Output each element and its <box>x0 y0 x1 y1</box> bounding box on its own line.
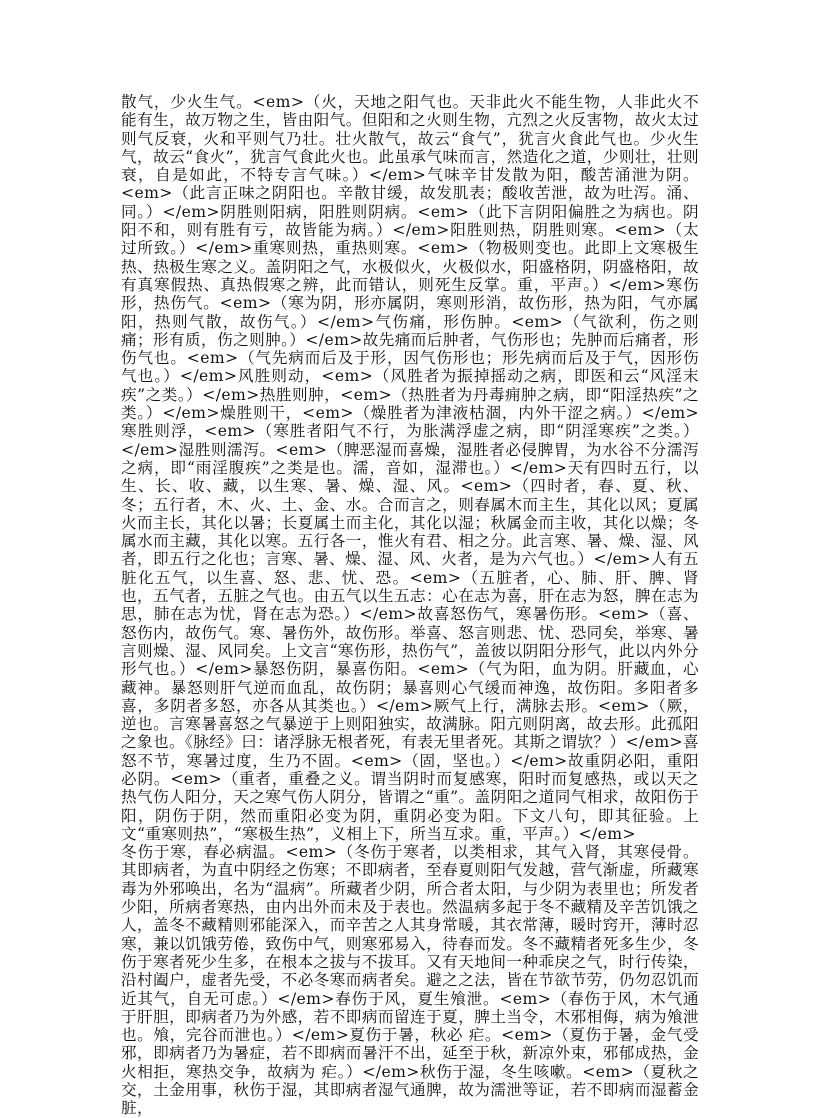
body-paragraph-2: 冬伤于寒，春必病温。<em>（冬伤于寒者，以类相求，其气入肾，其寒侵骨。其即病者，为直中阴经之伤寒；不即病者，至春夏则阳气发越，营气渐虚，所藏寒毒为外邪唤出，名为“温病”。所藏者少阴，所合者太阳，与少阴为表里也；所发者少阳，所病者寒热，由内出外而未及于表也。然温病多起于冬不藏精及辛苦饥饿之人，盖冬不藏精则邪能深入，而辛苦之人其身常暖，其衣常薄，暖时窍开，薄时忍寒，兼以饥饿劳倦，致伤中气，则寒邪易入，待春而发。冬不藏精者死多生少，冬伤于寒者死少生多，在根本之拔与不拔耳。又有天地间一种乖戾之气，时行传染，沿村阖户，虚者先受，不必冬寒而病者矣。避之之法，皆在节欲节劳，仍勿忍饥而近其气，自无可虑。）</em>春伤于风，夏生飧泄。<em>（春伤于风，木气通于肝胆，即病者乃为外感，若不即病而留连于夏，脾土当令，木邪相侮，病为飧泄也。飧，完谷而泄也。）</em>夏伤于暑，秋必 疟。<em>（夏伤于暑，金气受邪，即病者乃为暑症，若不即病而暑汗不出，延至于秋，新凉外束，邪郁成热，金火相拒，寒热交争，故病为 疟。）</em>秋伤于湿，冬生咳嗽。<em>（夏秋之交，土金用事，秋伤于湿，其即病者湿气通脾，故为濡泄等证，若不即病而湿蓄金脏， <box>121 843 699 1118</box>
document-page <box>121 93 699 1118</box>
body-paragraph-1: 散气，少火生气。<em>（火，天地之阳气也。天非此火不能生物，人非此火不能有生，故万物之生，皆由阳气。但阳和之火则生物，亢烈之火反害物，故火太过则气反衰，火和平则气乃壮。壮火散气，故云“食气”，犹言火食此气也。少火生气，故云“食火”，犹言气食此火也。此虽承气味而言，然造化之道，少则壮，壮则衰，自是如此，不特专言气味。）</em>气味辛甘发散为阳，酸苦涌泄为阴。<em>（此言正味之阴阳也。辛散甘缓，故发肌表；酸收苦泄，故为吐泻。涌、 同。）</em>阴胜则阳病，阳胜则阴病。<em>（此下言阴阳偏胜之为病也。阴阳不和，则有胜有亏，故皆能为病。）</em>阳胜则热，阴胜则寒。<em>（太过所致。）</em>重寒则热，重热则寒。<em>（物极则变也。此即上文寒极生热、热极生寒之义。盖阴阳之气，水极似火，火极似水，阳盛格阴，阴盛格阳，故有真寒假热、真热假寒之辨，此而错认，则死生反掌。重，平声。）</em>寒伤形，热伤气。<em>（寒为阴，形亦属阴，寒则形消，故伤形，热为阳，气亦属阳，热则气散，故伤气。）</em>气伤痛，形伤肿。<em>（气欲利，伤之则痛；形有质，伤之则肿。）</em>故先痛而后肿者，气伤形也；先肿而后痛者，形伤气也。<em>（气先病而后及于形，因气伤形也；形先病而后及于气，因形伤气也。）</em>风胜则动，<em>（风胜者为振掉摇动之病，即医和云“风淫末疾”之类。）</em>热胜则肿，<em>（热胜者为丹毒痈肿之病，即“阳淫热疾”之类。）</em>燥胜则干，<em>（燥胜者为津液枯涸，内外干涩之病。）</em>寒胜则浮，<em>（寒胜者阳气不行，为胀满浮虚之病，即“阴淫寒疾”之类。）</em>湿胜则濡泻。<em>（脾恶湿而喜燥，湿胜者必侵脾胃，为水谷不分濡泻之病，即“雨淫腹疾”之类是也。濡，音如，湿滞也。）</em>天有四时五行，以生、长、收、藏，以生寒、暑、燥、湿、风。<em>（四时者，春、夏、秋、冬；五行者，木、火、土、金、水。合而言之，则春属木而主生，其化以风；夏属火而主长，其化以暑；长夏属土而主化，其化以湿；秋属金而主收，其化以燥；冬属水而主藏，其化以寒。五行各一，惟火有君、相之分。此言寒、暑、燥、湿、风者，即五行之化也；言寒、暑、燥、湿、风、火者，是为六气也。）</em>人有五脏化五气，以生喜、怒、悲、忧、恐。<em>（五脏者，心、肺、肝、脾、肾也，五气者，五脏之气也。由五气以生五志：心在志为喜，肝在志为怒，脾在志为思，肺在志为忧，肾在志为恐。）</em>故喜怒伤气，寒暑伤形。<em>（喜、怒伤内，故伤气。寒、暑伤外，故伤形。举喜、怒言则悲、忧、恐同矣，举寒、暑言则燥、湿、风同矣。上文言“寒伤形，热伤气”，盖彼以阴阳分形气，此以内外分形气也。）</em>暴怒伤阴，暴喜伤阳。<em>（气为阳，血为阴。肝藏血，心藏神。暴怒则肝气逆而血乱，故伤阴；暴喜则心气缓而神逸，故伤阳。多阳者多喜，多阴者多怒，亦各从其类也。）</em>厥气上行，满脉去形。<em>（厥，逆也。言寒暑喜怒之气暴逆于上则阳独实，故满脉。阳亢则阴离，故去形。此孤阳之象也。《脉经》曰：诸浮脉无根者死，有表无里者死。其斯之谓欤？）</em>喜怒不节，寒暑过度，生乃不固。<em>（固，坚也。）</em>故重阴必阳，重阳必阴。<em>（重者，重叠之义。谓当阴时而复感寒，阳时而复感热，或以天之热气伤人阳分，天之寒气伤人阴分，皆谓之“重”。盖阴阳之道同气相求，故阳伤于阳，阴伤于阴，然而重阳必变为阴，重阴必变为阳。下文八句，即其征验。上文“重寒则热”，“寒极生热”，义相上下，所当互求。重，平声。）</em> <box>121 93 699 843</box>
